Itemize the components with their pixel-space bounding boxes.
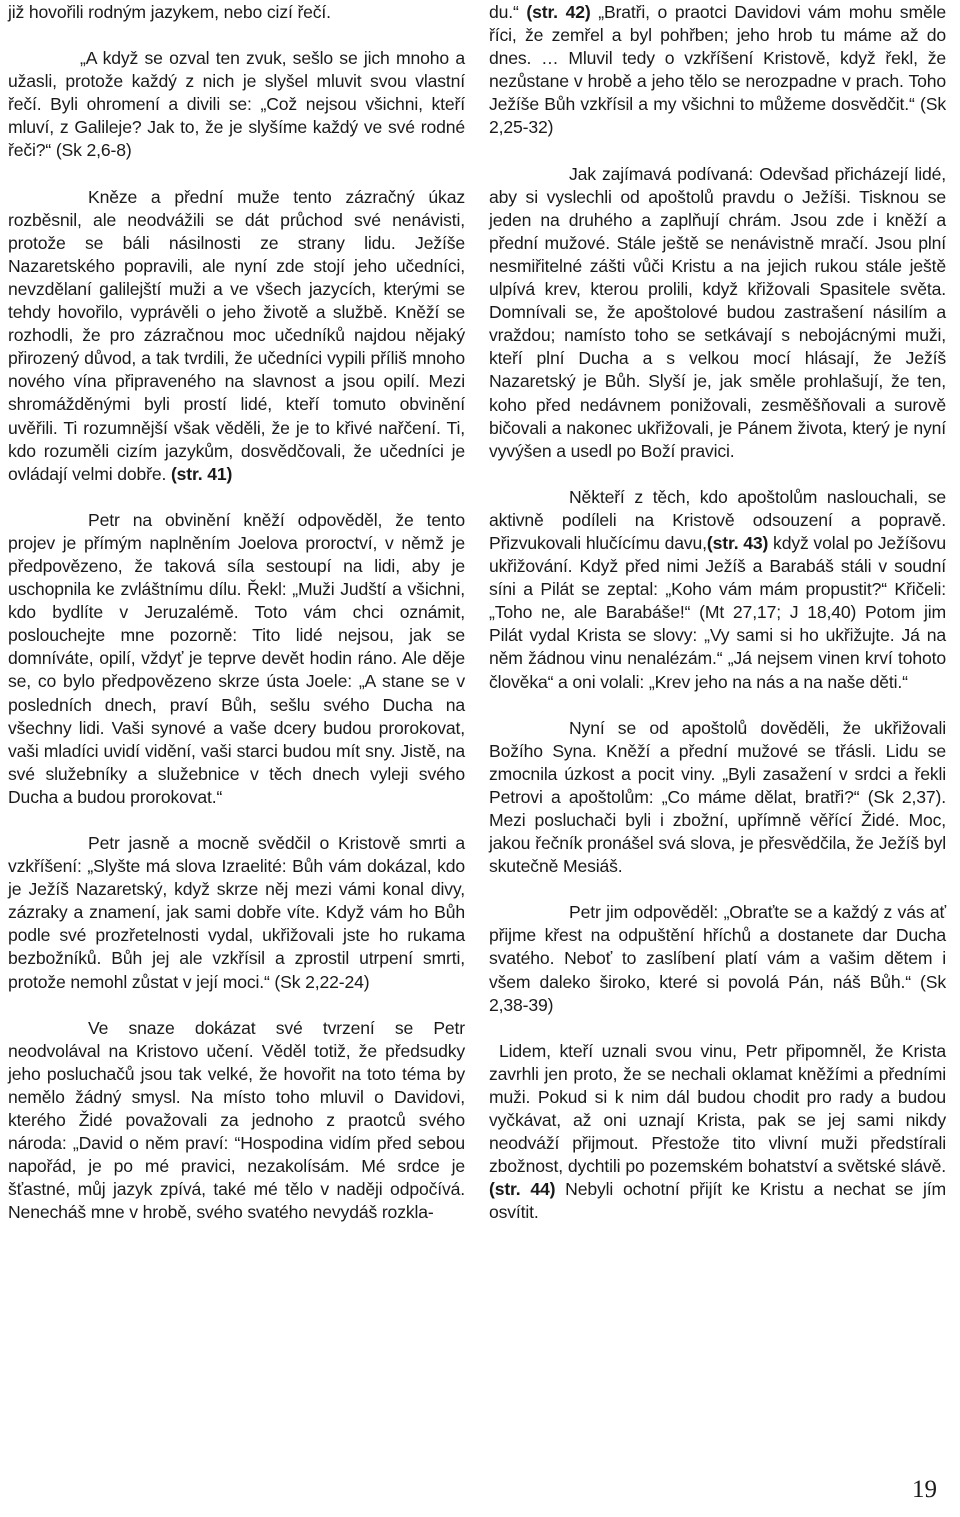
paragraph [489,486,946,694]
paragraph: Petr jim odpověděl: „Obraťte se a každý z vás ať přijme křest na odpuštění hříchů a dostanete dar Ducha svatého. Neboť to zaslíbení platí vám a vašim dětem i všem daleko široko, které si povolá Pán, náš Bůh.“ (Sk 2,38-39) [489,902,946,1015]
paragraph-text: du.“ [489,2,519,22]
paragraph: Petr jasně a mocně svědčil o Kristově smrti a vzkříšení: „Slyšte má slova Izraelité: Bůh vám dokázal, kdo je Ježíš Nazaretský, když skrze něj mezi vámi konal divy, zázraky a znamení, jak sami dobře víte. Když vám ho Bůh podle své prozřetelnosti vydal, ukřižovali jste ho rukama bezbožníků. Bůh jej ale vzkřísil a zprostil utrpení smrti, protože nemohl zůstat v její moci.“ (Sk 2,22-24) [8,833,465,992]
page-reference: (str. 43) [706,532,769,553]
paragraph-text: Někteří z těch, kdo apoštolům naslouchali, se aktivně podíleli na Kristově odsouzení a popravě. Přizvukovali hlučícímu davu, [489,486,946,553]
paragraph: „A když se ozval ten zvuk, sešlo se jich mnoho a užasli, protože každý z nich je slyšel mluvit svou vlastní řečí. Byli ohromení a divili se: „Což nejsou všichni, kteří mluví, z Galileje? Jak to, že je slyšíme každý ve své rodné řeči?“ (Sk 2,6-8) [8,48,465,161]
paragraph-text: Lidem, kteří uznali svou vinu, Petr připomněl, že Krista zavrhli jen proto, že se nechali oklamat kněžími a předními muži. Pokud si k nim dál budou chodit pro rady a budou vyčkávat, až oni uznají Krista, pak se jej sami nikdy neodváží přijmout. Přestože tito vlivní muži předstírali zbožnost, dychtili po pozemském bohatství a světské slávě. [489,1040,946,1177]
paragraph: Ve snaze dokázat své tvrzení se Petr neodvolával na Kristovo učení. Věděl totiž, že předsudky jeho posluchačů jsou tak velké, že hovořit na toto téma by nemělo žádný smysl. Na místo toho mluvil o Davidovi, kterého Židé považovali za jednoho z praotců svého národa: „David o něm praví: “Hospodina vidím před sebou napořád, je po mé pravici, nezakolísám. Mé srdce je šťastné, můj jazyk zpívá, také mé tělo v naději odpočívá. Nenecháš mne v hrobě, svého svatého nevydáš rozkla- [8,1017,465,1223]
paragraph: Nyní se od apoštolů dověděli, že ukřižovali Božího Syna. Kněží a přední mužové se třásli. Lidu se zmocnila úzkost a pocit viny. „Byli zasažení v srdci a řekli Petrovi a apoštolům: „Co máme dělat, bratři?“ (Sk 2,37). Mezi posluchači byli i zbožní, upřímně věřící Židé. Moc, jakou řečník pronášel svá slova, je přesvědčila, že Ježíš byl skutečně Mesiáš. [489,717,946,877]
paragraph-text: „Bratři, o praotci Davidovi vám mohu směle říci, že zemřel a byl pohřben; jeho hrob tu máme až do dnes. … Mluvil tedy o vzkříšení Kristově, když řekl, že nezůstane v hrobě a jeho tělo se nerozpadne v prach. Toho Ježíše Bůh vzkřísil a my všichni to můžeme dosvědčit.“ (Sk 2,25-32) [489,2,946,138]
paragraph: již hovořili rodným jazykem, nebo cizí řečí. [8,2,331,22]
paragraph [489,1,946,140]
page-number: 19 [912,1476,937,1503]
page-reference: (str. 42) [526,2,591,22]
paragraph [489,1040,946,1225]
paragraph [8,186,465,486]
page-reference: (str. 41) [170,463,233,484]
paragraph-text: Kněze a přední muže tento zázračný úkaz rozběsnil, ale neodvážili se dát průchod své nenávisti, protože se báli násilnosti ze strany lidu. Ježíše Nazaretského popravili, ale nyní zde stojí jeho učedníci, nevzdělaní galilejští muži a ve všech jazycích, kterými se tehdy hovořilo, vyprávěli o jeho životě a službě. Kněží se rozhodli, že pro zázračnou moc učedníků najdou nějaký přirozený důvod, a tak tvrdili, že učedníci vypili příliš mnoho nového vína připraveného na slavnost a jsou opilí. Mezi shromážděnými byli prostí lidé, kteří tomuto obvinění uvěřili. Ti rozumnější však věděli, že je to křivé nařčení. Ti, kdo rozuměli cizím jazykům, dosvědčovali, že učedníci je ovládají velmi dobře. [8,186,465,484]
page-reference: (str. 44) [489,1179,556,1200]
paragraph-text: když volal po Ježíšovu ukřižování. Když před nimi Ježíš a Barabáš stáli v soudní síni a Pilát se zeptal: „Koho vám mám propustit?“ Křičeli: „Toho ne, ale Barabáše!“ (Mt 27,17; J 18,40) Potom jim Pilát vydal Krista se slovy: „Vy sami si ho ukřižujte. Já na něm žádnou vinu nenalézám.“ „Já nejsem vinen krví tohoto člověka“ a oni volali: „Krev jeho na nás a na naše děti.“ [489,532,946,692]
paragraph-text: Nebyli ochotní přijít ke Kristu a nechat se jím osvítit. [489,1179,947,1223]
right-column [489,0,946,1248]
left-column [8,0,465,1225]
paragraph: Jak zajímavá podívaná: Odevšad přicházejí lidé, aby si vyslechli od apoštolů pravdu o Ježíši. Tisknou se jeden na druhého a zaplňují chrám. Jsou zde i kněží a přední mužové. Stále ještě se nenávistně mračí. Jsou plní nesmiřitelné zášti vůči Kristu a na jejich rukou stále ještě ulpívá krev, kterou prolili, když křižovali Spasitele světa. Domnívali se, že apoštolové budou zastrašení násilím a vraždou; namísto toho se setkávají s nebojácnými muži, kteří plní Ducha a s velkou mocí hlásají, že Ježíš Nazaretský je Bůh. Slyší je, jak směle prohlašují, že ten, koho před nedávnem ponižovali, zesměšňovali a surově bičovali a nakonec ukřižovali, je Pánem života, který je nyní vyvýšen a usedl po Boží pravici. [489,163,946,461]
paragraph: Petr na obvinění kněží odpověděl, že tento projev je přímým naplněním Joelova proroctví, v němž je předpovězeno, že taková síla sestoupí na lidi, aby je uschopnila ke zvláštnímu dílu. Řekl: „Muži Judští a všichni, kdo bydlíte v Jeruzalémě. Toto vám chci oznámit, poslouchejte mne pozorně: Tito lidé nejsou, jak se domníváte, opilí, vždyť je teprve devět hodin ráno. Ale děje se, co bylo předpovězeno skrze ústa Joele: „A stane se v posledních dnech, praví Bůh, sešlu svého Ducha na všechny lidi. Vaši synové a vaše dcery budou prorokovat, vaši mladíci uvidí vidění, vaši starci budou mít sny. Jistě, na své služebníky a služebnice v těch dnech vyleji svého Ducha a budou prorokovat.“ [8,509,465,807]
